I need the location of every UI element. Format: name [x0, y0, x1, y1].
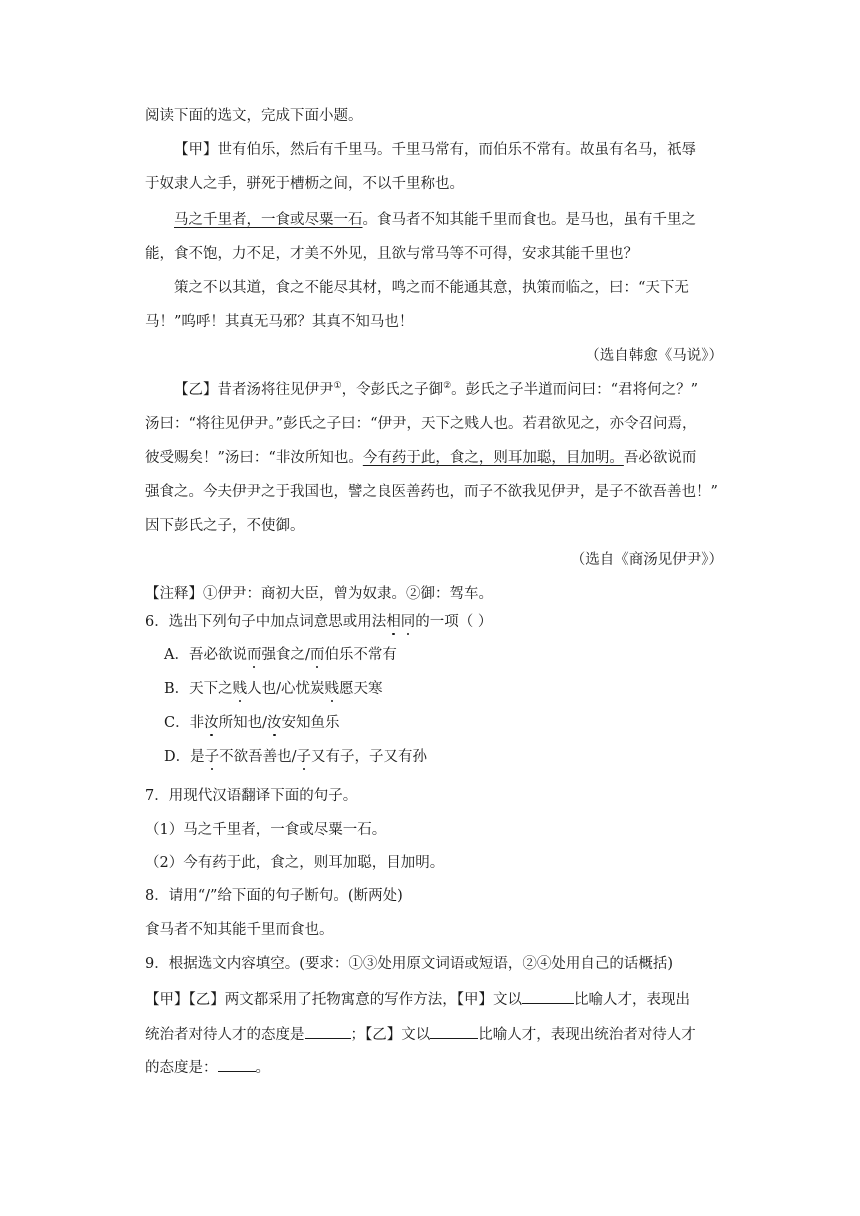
- q9-line3: 的态度是： 。: [145, 1056, 270, 1078]
- underlined-sentence-1: 马之千里者，一食或尽粟一石: [174, 212, 363, 228]
- jia-para1-line1: 【甲】世有伯乐，然后有千里马。千里马常有，而伯乐不常有。故虽有名马，祇辱: [174, 142, 696, 158]
- dotted-char: 相: [386, 614, 401, 630]
- underlined-sentence-2: 今有药于此，食之，则耳加聪，目加明。: [362, 450, 624, 466]
- jia-para2-line2: 能，食不饱，力不足，才美不外见，且欲与常马等不可得，安求其能千里也？: [145, 246, 638, 262]
- q6-option-a: A．吾必欲说而强食之/而伯乐不常有: [164, 647, 397, 663]
- jia-source: （选自韩愈《马说》）: [585, 348, 723, 364]
- footnote-ref-2: ②: [443, 381, 452, 392]
- intro-text: 阅读下面的选文，完成下面小题。: [145, 108, 363, 124]
- q6-option-c: C．非汝所知也/汝安知鱼乐: [164, 715, 340, 731]
- dotted-char: 汝: [267, 715, 282, 731]
- dotted-char: 而: [309, 647, 325, 663]
- yi-line5: 因下彭氏之子，不使御。: [145, 518, 305, 534]
- fill-blank-3: [430, 1023, 478, 1039]
- yi-line1: 【乙】昔者汤将往见伊尹①，令彭氏之子御②。彭氏之子半道而问曰：“君将何之？”: [174, 381, 698, 398]
- yi-line2: 汤曰：“将往见伊尹。”彭氏之子曰：“伊尹，天下之贱人也。若君欲见之，亦令召问焉，: [145, 416, 697, 432]
- dotted-char: 贱: [232, 681, 248, 697]
- q6-option-d: D．是子不欲吾善也/子又有子，子又有孙: [164, 749, 428, 765]
- dotted-char: 汝: [204, 715, 219, 731]
- dotted-char: 子: [204, 749, 220, 765]
- jia-para1-line2: 于奴隶人之手，骈死于槽枥之间，不以千里称也。: [145, 176, 464, 192]
- annotation-note: 【注释】①伊尹：商初大臣，曾为奴隶。②御：驾车。: [145, 586, 493, 602]
- dotted-char: 贱: [324, 681, 340, 697]
- jia-para3-line2: 马！”呜呼！其真无马邪？其真不知马也！: [145, 314, 414, 330]
- dotted-char: 子: [296, 749, 312, 765]
- q6-option-b: B．天下之贱人也/心忧炭贱愿天寒: [164, 681, 383, 697]
- fill-blank-4: [218, 1056, 256, 1072]
- q7-stem: 7．用现代汉语翻译下面的句子。: [145, 788, 358, 804]
- yi-line4: 强食之。今夫伊尹之于我国也，譬之良医善药也，而子不欲我见伊尹，是子不欲吾善也！”: [145, 484, 718, 500]
- yi-source: （选自《商汤见伊尹》）: [570, 552, 723, 568]
- jia-para2-line1: 马之千里者，一食或尽粟一石。食马者不知其能千里而食也。是马也，虽有千里之: [174, 212, 696, 228]
- q8-stem: 8．请用“/”给下面的句子断句。(断两处): [145, 888, 403, 904]
- fill-blank-1: [522, 988, 574, 1004]
- q9-line1: 【甲】【乙】两文都采用了托物寓意的写作方法，【甲】文以 比喻人才，表现出: [145, 988, 690, 1010]
- q9-line2: 统治者对待人才的态度是 ；【乙】文以 比喻人才，表现出统治者对待人才: [145, 1023, 696, 1045]
- q6-stem: 6．选出下列句子中加点词意思或用法相同的一项（ ）: [145, 614, 493, 630]
- dotted-char: 而: [246, 647, 262, 663]
- q8-sentence: 食马者不知其能千里而食也。: [145, 922, 334, 938]
- fill-blank-2: [305, 1023, 351, 1039]
- yi-line3: 彼受赐矣！”汤曰：“非汝所知也。今有药于此，食之，则耳加聪，目加明。吾必欲说而: [145, 450, 697, 466]
- q7-sentence-2: （2）今有药于此，食之，则耳加聪，目加明。: [145, 855, 445, 871]
- footnote-ref-1: ①: [333, 381, 342, 392]
- q9-stem: 9．根据选文内容填空。(要求：①③处用原文词语或短语，②④处用自己的话概括): [145, 956, 674, 972]
- q7-sentence-1: （1）马之千里者，一食或尽粟一石。: [145, 822, 387, 838]
- jia-para3-line1: 策之不以其道，食之不能尽其材，鸣之而不能通其意，执策而临之，曰：“天下无: [174, 280, 689, 296]
- dotted-char: 同: [400, 614, 416, 630]
